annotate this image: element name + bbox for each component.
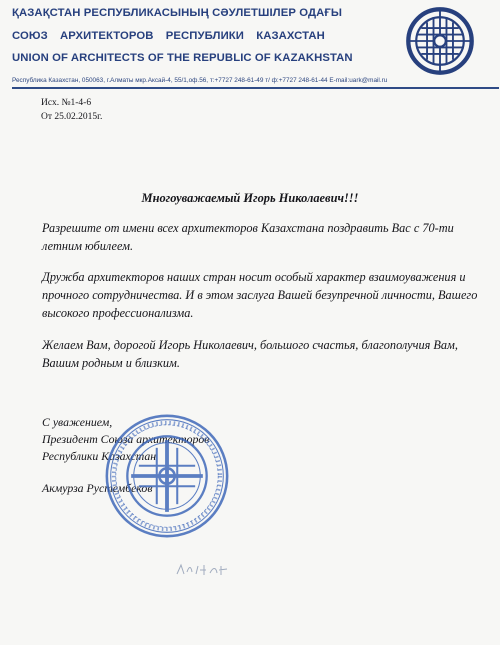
- letter-paragraph-3: Желаем Вам, дорогой Игорь Николаевич, большого счастья, благополучия Вам, Вашим родным и близким.: [42, 338, 458, 370]
- union-of-architects-emblem-icon: [404, 5, 476, 77]
- letter-greeting: Многоуважаемый Игорь Николаевич!!!: [141, 191, 359, 205]
- signature-name: Акмурза Рустембеков: [42, 481, 153, 495]
- letterhead-address: Республика Казахстан, 050063, г.Алматы мкр.Аксай-4, 55/1,оф.56, т:+7727 248-61-49 т/ ф:+7727 248-61-44 E-mail:uark@mail.ru: [12, 77, 388, 84]
- handwritten-mark-icon: [175, 562, 235, 578]
- signature-closing: С уважением,: [42, 415, 113, 429]
- official-round-stamp-icon: [103, 412, 231, 540]
- letterhead-divider: [12, 87, 499, 89]
- letterhead-title-ru: СОЮЗ АРХИТЕКТОРОВ РЕСПУБЛИКИ КАЗАХСТАН: [12, 30, 325, 42]
- signature-title-line-2: Республики Казахстан: [42, 449, 157, 463]
- letter-date: От 25.02.2015г.: [41, 112, 103, 122]
- letter-paragraph-2: Дружба архитекторов наших стран носит особый характер взаимоуважения и прочного сотрудничества. И в этом заслуга Вашей безупречной личности, Вашего высокого профессионализма.: [42, 270, 478, 320]
- letter-paragraph-1: Разрешите от имени всех архитекторов Казахстана поздравить Вас с 70-ти летним юбилеем.: [42, 221, 454, 253]
- letterhead-title-en: UNION OF ARCHITECTS OF THE REPUBLIC OF KAZAKHSTAN: [12, 52, 353, 64]
- signature-title-line-1: Президент Союза архитекторов: [42, 432, 210, 446]
- letterhead-title-kz: ҚАЗАҚСТАН РЕСПУБЛИКАСЫНЫҢ СӘУЛЕТШІЛЕР ОДАҒЫ: [12, 7, 343, 19]
- outgoing-number: Исх. №1-4-6: [41, 98, 92, 108]
